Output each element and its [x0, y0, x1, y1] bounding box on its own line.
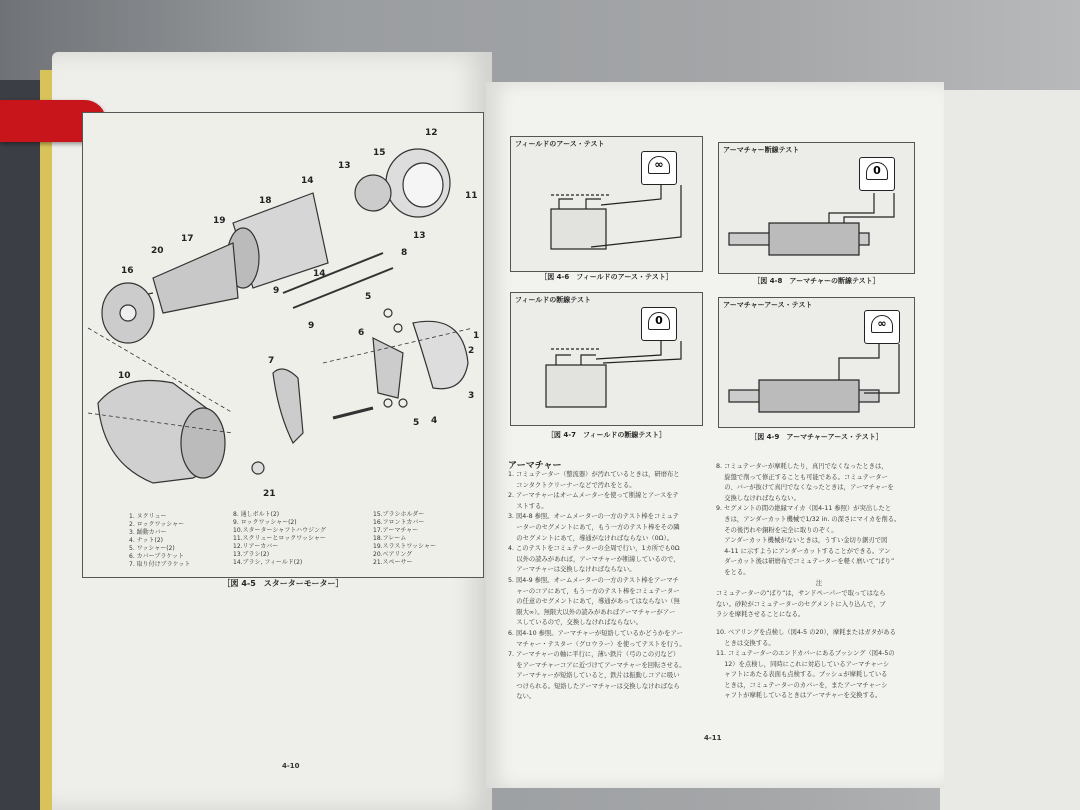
- callout-17: 17: [181, 234, 194, 244]
- ohmmeter-icon: 0: [859, 157, 895, 191]
- armature-part: [153, 243, 238, 313]
- right-page-number: 4-11: [704, 734, 722, 742]
- diagram-caption-4-6: ［図 4-6 フィールドのアース・テスト］: [540, 273, 673, 281]
- callout-10: 10: [118, 371, 131, 381]
- diagram-title: フィールドのアース・テスト: [515, 140, 605, 148]
- exploded-diagram-svg: [83, 113, 483, 577]
- callout-7: 7: [268, 356, 275, 366]
- left-page-number: 4-10: [282, 762, 300, 770]
- callout-11: 11: [465, 191, 478, 201]
- cover-bracket-part: [373, 338, 403, 398]
- test-wiring-svg: [511, 137, 701, 267]
- diagram-title: アーマチャーアース・テスト: [723, 301, 813, 309]
- diagram-title: フィールドの断線テスト: [515, 296, 592, 304]
- ohmmeter-icon: 0: [641, 307, 677, 341]
- diagram-caption-4-9: ［図 4-9 アーマチャーアース・テスト］: [750, 433, 883, 441]
- callout-18: 18: [259, 196, 272, 206]
- parts-list-col3: 15.ブラシホルダー 16.フロントカバー 17.アーマチャー 18.フレーム 19.スラストワッシャー 20.ベアリング 21.スペーサー: [373, 511, 436, 566]
- diagram-title: アーマチャー断線テスト: [723, 146, 800, 154]
- brush-holder-part: [355, 175, 391, 211]
- callout-4: 4: [431, 416, 438, 426]
- parts-list-col1: 1. ヌクリュー 2. ロックワッシャー 3. 踊動カバー 4. ナット(2) 5. ワッシャー(2) 6. カバーブラケット 7. 取り付けブラケット: [129, 513, 191, 568]
- note-text: コミュテーターの“ばり”は，サンドペーパーで取ってはなら: [716, 590, 886, 598]
- diagram-armature-ground-test: [718, 297, 915, 428]
- starter-motor-exploded-figure: [82, 112, 484, 578]
- callout-9a: 9: [273, 286, 280, 296]
- callout-9b: 9: [308, 321, 315, 331]
- callout-6: 6: [358, 328, 365, 338]
- instruction-column-left: 1. コミュテーター（整流器）が汚れているときは，研磨布と コンタクトクリーナーなどで汚れをとる。 2. アーマチャーはオームメーターを使って断線とアースをテ ストする。 3. 図4-8 参照。オームメーターの一方のテスト棒をコミュテ ーターのセグメントにあて，もう一方のテスト棒をその隣 のセグメントにあて，導通がなければならない（0Ω）。 4. このテストをコミュテーターの全周で行い，1カ所でも0Ω 以外の読みがあれば，アーマチャーが断線しているので， アーマチャーは交換しなければならない。 5. 図4-9 参照。オームメーターの一方のテスト棒をアーマチ ャーのコアにあて，もう一方のテスト棒をコミュテーター の任意のセグメントにあて，導通があってはならない（無 限大∞）。無限大以外の読みがあればアーマチャーがアー スしているので，交換しなければならない。 6. 図4-10 参照。アーマチャーが短絡しているかどうかをアー マチャー・テスター（グロウラー）を使ってテストを行う。 7. アーマチャーの軸に平行に，薄い鉄片（弓のこの刃など） をアーマチャーコアに近づけてアーマチャーを回転させる。 アーマチャーが短絡していると，鉄片は振動しコアに吸い つけられる。短絡したアーマチャーは交換しなければなら ない。: [508, 471, 686, 701]
- callout-5a: 5: [365, 292, 372, 302]
- callout-14b: 14: [313, 269, 326, 279]
- field-wiring-svg: [511, 293, 701, 423]
- section-title-armature: アーマチャー: [508, 461, 562, 471]
- callout-8: 8: [401, 248, 408, 258]
- diagram-field-open-test: [510, 292, 703, 426]
- ohmmeter-icon: ∞: [641, 151, 677, 185]
- figure-4-5-caption: ［図 4-5 スターターモーター］: [222, 579, 344, 588]
- callout-14a: 14: [301, 176, 314, 186]
- callout-19: 19: [213, 216, 226, 226]
- note-label: 注: [815, 579, 823, 587]
- callout-13a: 13: [338, 161, 351, 171]
- armature-ground-svg: [719, 298, 914, 428]
- underlying-page: [940, 90, 1080, 810]
- callout-15: 15: [373, 148, 386, 158]
- instruction-column-right: 8. コミュテーターが摩耗したり，真円でなくなったときは， 旋盤で削って修正することも可能である。コミュテーター の、バーが抜けて真円でなくなったときは，アーマチャーを 交換しなければならない。 9. セグメントの間の絶縁マイカ（図4-11 参照）が突出したと きは，アンダーカット機械で1/32 in. の深さにマイカを削る。 その後汚れや銅粉を完全に取りのぞく。 アンダーカット機械がないときは，うすい金切り鋸刃で図 4-11 に示すようにアンダーカットすることができる。アン ダーカット後は研磨布でコミュテーターを軽く磨いて“ばり” をとる。 注 コミュテーターの“ばり”は，サンドペーパーで取ってはなら ない。砂粒がコミュテーターのセグメントに入り込んで，ブ ラシを摩耗させることになる。 10. ベアリングを点検し（図4-5 の20），摩耗またはガタがある ときは交換する。 11. コミュテーターのエンドカバーにあるブッシング（図4-5の 12）を点検し，同時にこれに対応しているアーマチャーシ ャフトにあたる表面も点検する。ブッシュが摩耗している ときは，コミュテーターのカバーを，またアーマチャーシ ャフトが摩耗しているときはアーマチャーを交換する。: [716, 462, 922, 702]
- callout-3: 3: [468, 391, 475, 401]
- diagram-caption-4-8: ［図 4-8 アーマチャーの断線テスト］: [753, 277, 880, 285]
- armature-wiring-svg: [719, 143, 914, 273]
- callout-12: 12: [425, 128, 438, 138]
- diagram-armature-open-test: [718, 142, 915, 274]
- ohmmeter-icon: ∞: [864, 310, 900, 344]
- callout-20: 20: [151, 246, 164, 256]
- mounting-bracket-part: [273, 369, 303, 443]
- callout-13b: 13: [413, 231, 426, 241]
- callout-16: 16: [121, 266, 134, 276]
- callout-21: 21: [263, 489, 276, 499]
- callout-5b: 5: [413, 418, 420, 428]
- callout-2: 2: [468, 346, 475, 356]
- callout-1: 1: [473, 331, 480, 341]
- parts-list-col2: 8. 通しボルト(2) 9. ロックワッシャー(2) 10.スターターシャフトハウジング 11.スクリューとロックワッシャー 12.リアーカバー 13.ブラシ(2) 14.ブラシ, フィールド(2): [233, 511, 326, 566]
- diagram-field-ground-test: [510, 136, 703, 272]
- diagram-caption-4-7: ［図 4-7 フィールドの断線テスト］: [546, 431, 667, 439]
